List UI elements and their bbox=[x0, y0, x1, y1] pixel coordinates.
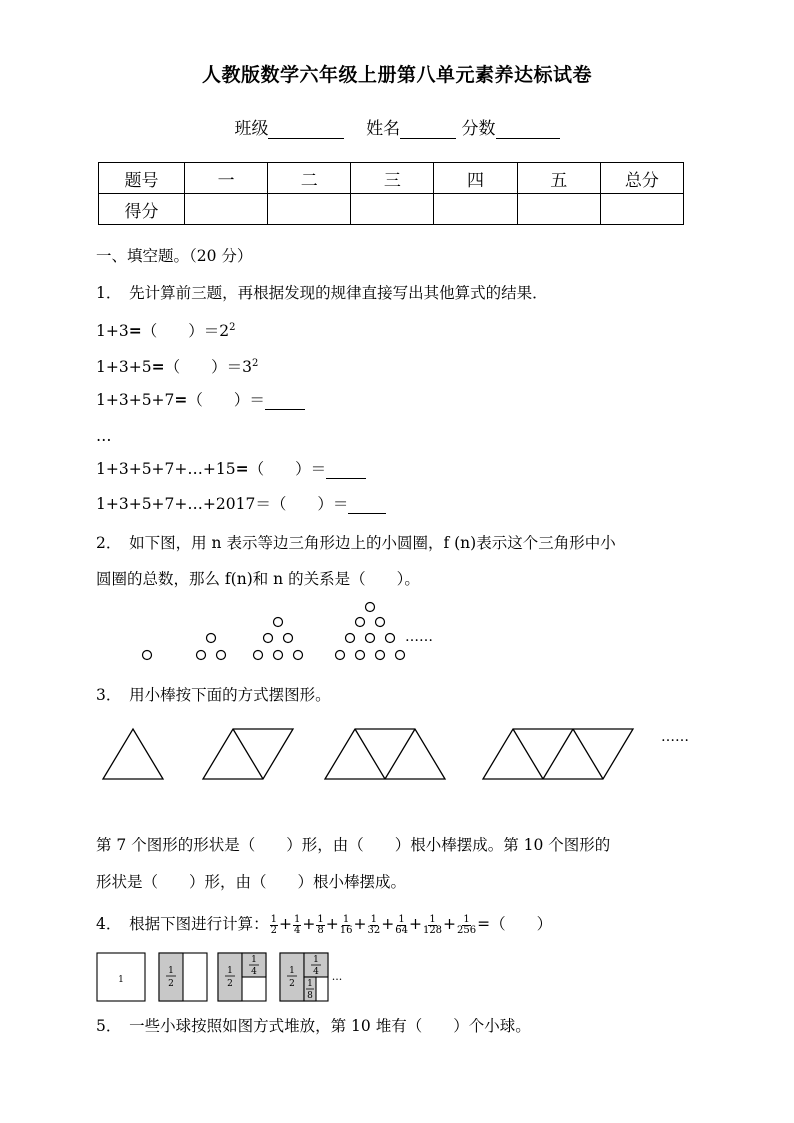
score-label: 分数 bbox=[461, 119, 496, 139]
small-circle bbox=[376, 651, 385, 660]
q1-line-6: 1+3+5+7+…+2017＝（ ）＝ bbox=[96, 494, 386, 514]
q3-ellipsis: …… bbox=[661, 729, 689, 745]
score-table-header-cell: 二 bbox=[268, 163, 351, 194]
svg-text:4: 4 bbox=[251, 967, 257, 977]
svg-text:2: 2 bbox=[289, 979, 295, 989]
small-circle bbox=[366, 603, 375, 612]
fraction: $\frac{1}{8}$ bbox=[317, 913, 324, 936]
score-table-header-cell: 一 bbox=[185, 163, 268, 194]
stick-triangles-figure bbox=[103, 729, 633, 779]
small-circle bbox=[366, 634, 375, 643]
small-circle bbox=[376, 618, 385, 627]
q5-text: 5． 一些小球按照如图方式堆放，第 10 堆有（ ）个小球。 bbox=[96, 1017, 531, 1035]
svg-text:8: 8 bbox=[307, 991, 313, 1001]
q2-ellipsis: …… bbox=[405, 629, 433, 645]
q3-line-3: 形状是（ ）形，由（ ）根小棒摆成。 bbox=[96, 873, 407, 891]
fraction: $\frac{1}{32}$ bbox=[367, 913, 381, 936]
q4-ellipsis: ... bbox=[331, 970, 343, 983]
score-table-header-cell: 三 bbox=[351, 163, 434, 194]
fraction: $\frac{1}{2}$ bbox=[270, 913, 277, 936]
small-circle bbox=[284, 634, 293, 643]
small-circle bbox=[274, 651, 283, 660]
q2-line-1: 2． 如下图，用 n 表示等边三角形边上的小圆圈，f (n)表示这个三角形中小 bbox=[96, 534, 616, 552]
svg-text:2: 2 bbox=[227, 979, 233, 989]
stick-figure-3 bbox=[325, 729, 445, 779]
score-table-header-cell: 总分 bbox=[600, 163, 683, 194]
q1-line-2: 1+3+5=（ ）$=3^2$ bbox=[96, 357, 259, 377]
small-circle bbox=[264, 634, 273, 643]
svg-text:1: 1 bbox=[251, 955, 257, 965]
q1-line-3: 1+3+5+7=（ ）＝ bbox=[96, 390, 305, 410]
svg-text:4: 4 bbox=[313, 967, 319, 977]
small-circle bbox=[207, 634, 216, 643]
small-circle bbox=[143, 651, 152, 660]
small-circle bbox=[217, 651, 226, 660]
small-circle bbox=[254, 651, 263, 660]
svg-text:2: 2 bbox=[168, 979, 174, 989]
fraction: $\frac{1}{64}$ bbox=[395, 913, 408, 936]
q3-line-2: 第 7 个图形的形状是（ ）形，由（ ）根小棒摆成。第 10 个图形的 bbox=[96, 836, 611, 854]
fraction: $\frac{1}{16}$ bbox=[339, 913, 353, 936]
svg-text:1: 1 bbox=[289, 966, 295, 976]
fraction: $\frac{1}{128}$ bbox=[422, 913, 443, 936]
score-table-header-cell: 题号 bbox=[99, 163, 185, 194]
q1-text: 1． 先计算前三题，再根据发现的规律直接写出其他算式的结果． bbox=[96, 284, 548, 302]
score-table-header-cell: 五 bbox=[517, 163, 600, 194]
q1-line-5: 1+3+5+7+…+15=（ ）＝ bbox=[96, 459, 366, 479]
q1-line-4: … bbox=[96, 427, 112, 445]
score-table-header-cell: 四 bbox=[434, 163, 517, 194]
section1-heading: 一、填空题。（20 分） bbox=[96, 247, 253, 265]
svg-text:1: 1 bbox=[168, 966, 174, 976]
small-circle bbox=[356, 651, 365, 660]
q3-line-1: 3． 用小棒按下面的方式摆图形。 bbox=[96, 686, 331, 704]
small-circle bbox=[356, 618, 365, 627]
svg-text:1: 1 bbox=[313, 955, 319, 965]
score-row-label: 得分 bbox=[99, 194, 185, 225]
fraction: $\frac{1}{4}$ bbox=[294, 913, 301, 936]
q2-line-2: 圆圈的总数，那么 f(n)和 n 的关系是（ ）。 bbox=[96, 570, 420, 588]
small-circle bbox=[197, 651, 206, 660]
name-label: 姓名 bbox=[366, 119, 401, 139]
small-circle bbox=[336, 651, 345, 660]
small-circle bbox=[294, 651, 303, 660]
svg-text:1: 1 bbox=[307, 979, 313, 989]
area-label-1: 1 bbox=[118, 975, 124, 985]
q4-line: 4． 根据下图进行计算： $\frac{1}{2}$ + $\frac{1}{4}$ + $\frac{1}{8}$ + $\frac{1}{16}$ + $\frac{1}{32}$ + $\frac{1}{64}$ + $\frac{1}{128}$ + $\frac{1}{256}$ =（ ） bbox=[96, 913, 553, 936]
page-title: 人教版数学六年级上册第八单元素养达标试卷 bbox=[201, 64, 592, 86]
q1-line-1: 1+3=（ ）$=2^2$ bbox=[96, 321, 236, 341]
svg-text:1: 1 bbox=[227, 966, 233, 976]
class-label: 班级 bbox=[234, 119, 269, 139]
small-circle bbox=[386, 634, 395, 643]
small-circle bbox=[346, 634, 355, 643]
small-circle bbox=[396, 651, 405, 660]
stick-figure-1 bbox=[103, 729, 163, 779]
area-model-figure bbox=[97, 953, 328, 1001]
fraction: $\frac{1}{256}$ bbox=[457, 913, 477, 936]
small-circle bbox=[274, 618, 283, 627]
